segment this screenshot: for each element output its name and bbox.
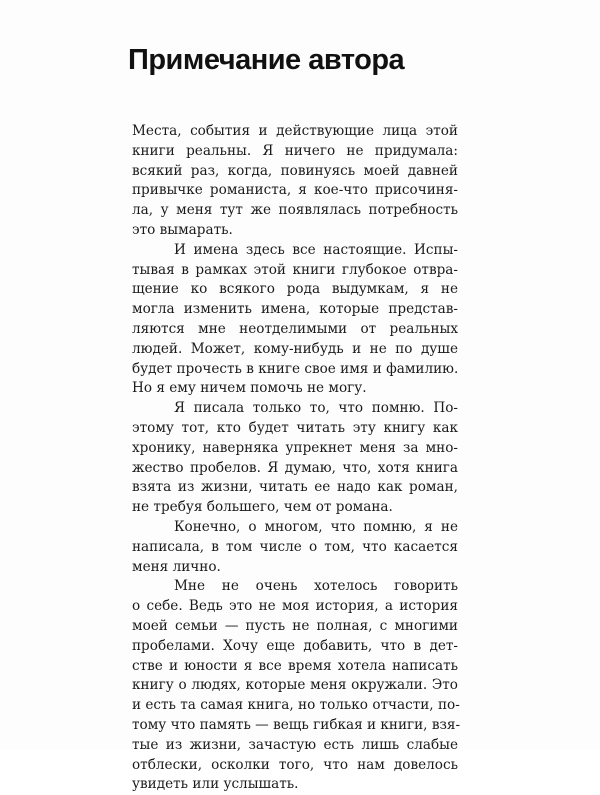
text-line: книгу о людях, которые меня окружали. Это bbox=[132, 677, 458, 694]
text-line: людей. Может, кому-нибудь и не по душе bbox=[132, 340, 458, 357]
text-line: всякий раз, когда, повинуясь моей давней bbox=[132, 162, 458, 179]
text-line: и есть та самая книга, но только отчасти, по- bbox=[132, 697, 460, 714]
text-line: написала, в том числе о том, что касается bbox=[132, 538, 458, 555]
text-line: увидеть или услышать. bbox=[132, 776, 299, 793]
text-line: не требуя большего, чем от романа. bbox=[132, 499, 393, 516]
body-text bbox=[132, 122, 461, 795]
text-line: это вымарать. bbox=[132, 221, 233, 238]
text-line: Я писала только то, что помню. По- bbox=[174, 400, 458, 417]
text-line: хронику, наверняка упрекнет меня за мно- bbox=[132, 439, 458, 456]
text-line: книги реальны. Я ничего не придумала: bbox=[132, 142, 458, 159]
text-line: могла изменить имена, которые представ- bbox=[132, 301, 458, 318]
text-line: И имена здесь все настоящие. Испы- bbox=[174, 241, 458, 258]
text-line: о себе. Ведь это не моя история, а история bbox=[132, 598, 458, 615]
text-line: привычке романиста, я кое-что присочиня- bbox=[132, 182, 458, 199]
text-line: Но я ему ничем помочь не могу. bbox=[132, 380, 367, 397]
text-line: моей семьи — пусть не полная, с многими bbox=[132, 617, 458, 634]
page-title: Примечание автора bbox=[128, 44, 405, 76]
paragraph-4 bbox=[132, 518, 458, 577]
text-line: этому тот, кто будет читать эту книгу как bbox=[132, 419, 458, 436]
text-line: тые из жизни, зачастую есть лишь слабые bbox=[132, 736, 458, 753]
text-line: щение ко всякого рода выдумкам, я не bbox=[132, 281, 458, 298]
text-line: тому что память — вещь гибкая и книги, взя- bbox=[132, 716, 461, 733]
paragraph-5 bbox=[132, 577, 461, 795]
paragraph-1 bbox=[132, 122, 458, 241]
text-line: будет прочесть в книге свое имя и фамилию. bbox=[132, 360, 459, 377]
text-line: меня лично. bbox=[132, 558, 221, 575]
text-line: отблески, осколки того, что нам довелось bbox=[132, 756, 458, 773]
paragraph-2 bbox=[132, 241, 458, 399]
text-line: ляются мне неотделимыми от реальных bbox=[132, 320, 458, 337]
text-line: стве и юности я все время хотела написать bbox=[132, 657, 458, 674]
text-line: Мне не очень хотелось говорить bbox=[174, 578, 458, 595]
paragraph-3 bbox=[132, 399, 458, 518]
text-line: Конечно, о многом, что помню, я не bbox=[174, 518, 458, 535]
text-line: пробелами. Хочу еще добавить, что в дет- bbox=[132, 637, 458, 654]
text-line: Места, события и действующие лица этой bbox=[132, 123, 458, 139]
text-line: взята из жизни, читать ее надо как роман, bbox=[132, 479, 458, 496]
text-line: тывая в рамках этой книги глубокое отвра- bbox=[132, 261, 458, 278]
text-line: жество пробелов. Я думаю, что, хотя книга bbox=[132, 459, 458, 476]
text-line: ла, у меня тут же появлялась потребность bbox=[132, 202, 458, 219]
